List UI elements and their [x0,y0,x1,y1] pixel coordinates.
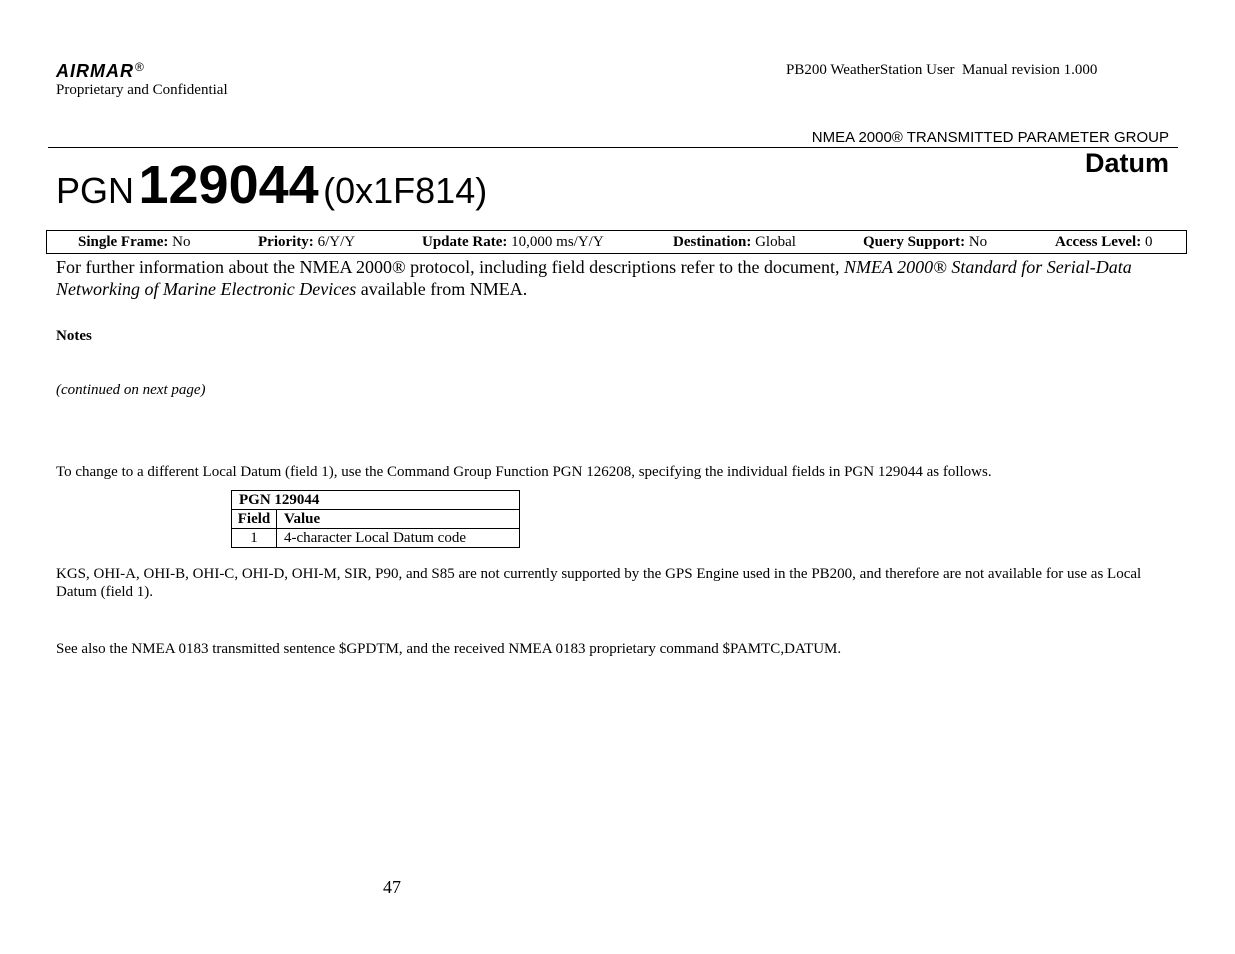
prop-label: Query Support: [863,234,966,250]
manual-revision: PB200 WeatherStation User Manual revision 1.000 [786,62,1098,78]
prop-value: 10,000 ms/Y/Y [511,234,604,250]
registered-mark: ® [135,60,144,74]
table-header-row [232,510,520,529]
prop-value: No [968,234,988,250]
prop-update-rate [422,234,604,251]
page-number: 47 [383,877,401,897]
pgn-word: PGN [56,170,135,211]
datum-command-table [231,490,520,548]
brand-logo [56,56,144,82]
table-row [232,529,520,548]
standard-document-title: NMEA 2000® Standard for Serial-Data Networking of Marine Electronic Devices [56,257,1132,299]
prop-priority [258,234,355,251]
column-header-value: Value [277,510,520,529]
prop-single-frame [78,234,191,251]
prop-access-level [1055,234,1152,251]
intro-paragraph [56,256,1181,300]
value-cell: 4-character Local Datum code [277,529,520,548]
column-header-field: Field [232,510,277,529]
section-label: NMEA 2000® TRANSMITTED PARAMETER GROUP [811,129,1169,146]
table-caption: PGN 129044 [232,491,520,510]
header-divider [48,147,1178,148]
prop-label: Destination: [673,234,752,250]
prop-query-support [863,234,987,251]
pgn-title [56,150,487,234]
properties-bar [46,230,1187,254]
prop-label: Single Frame: [78,234,169,250]
field-cell: 1 [232,529,277,548]
prop-destination [673,234,796,251]
intro-text-after: available from NMEA. [356,279,528,299]
prop-value: Global [755,234,796,250]
prop-value: 6/Y/Y [317,234,356,250]
unsupported-datums-paragraph: KGS, OHI-A, OHI-B, OHI-C, OHI-D, OHI-M, SIR, P90, and S85 are not currently supported by the GPS Engine used in the PB200, and therefore are not available for use as Local Datum (field 1). [56,566,1142,600]
prop-label: Priority: [258,234,314,250]
notes-heading: Notes [56,328,92,344]
pgn-hex: (0x1F814) [323,170,488,211]
continued-note: (continued on next page) [56,382,206,398]
prop-value: 0 [1144,234,1153,250]
change-datum-paragraph: To change to a different Local Datum (field 1), use the Command Group Function PGN 126208, specifying the individual fields in PGN 129044 as follows. [56,464,992,480]
prop-label: Access Level: [1055,234,1142,250]
table-caption-row [232,491,520,510]
prop-label: Update Rate: [422,234,508,250]
intro-text-before: For further information about the NMEA 2000® protocol, including field descriptions refer to the document, [56,257,845,277]
pgn-name: Datum [1084,148,1169,178]
brand-name: AIRMAR [56,61,134,81]
prop-value: No [172,234,191,250]
confidential-label: Proprietary and Confidential [56,82,228,98]
see-also-paragraph: See also the NMEA 0183 transmitted sentence $GPDTM, and the received NMEA 0183 proprietary command $PAMTC,DATUM. [56,641,842,657]
pgn-number: 129044 [138,155,319,215]
